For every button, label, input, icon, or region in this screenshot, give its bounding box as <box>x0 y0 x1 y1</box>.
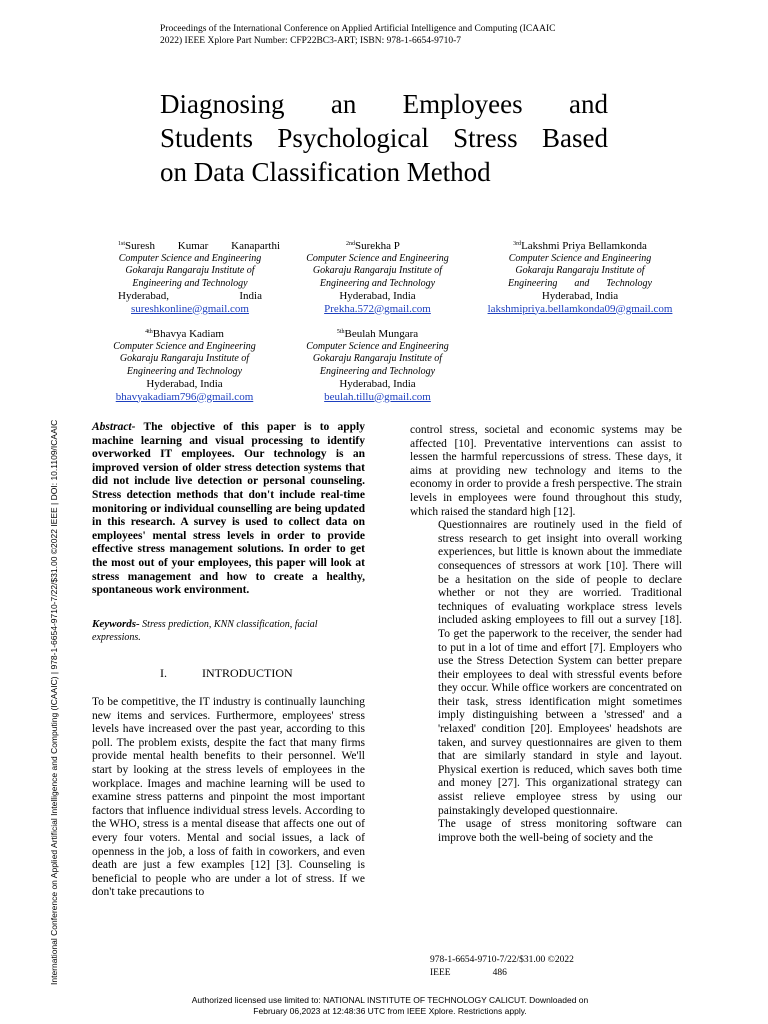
author-ordinal: 5th <box>336 329 345 335</box>
author-email[interactable]: sureshkonline@gmail.com <box>131 302 249 315</box>
license-line-2: February 06,2023 at 12:48:36 UTC from IEEE Xplore. Restrictions apply. <box>253 1006 527 1016</box>
title-line-3: on Data Classification Method <box>160 157 491 187</box>
author-location: Hyderabad, India <box>118 290 262 302</box>
author-dept: Computer Science and Engineering <box>508 252 652 264</box>
abstract <box>92 421 365 598</box>
author-dept: Computer Science and Engineering <box>118 252 262 264</box>
author-name: Surekha P <box>355 240 400 252</box>
copyright-ieee: IEEE <box>430 968 451 978</box>
author-inst: Gokaraju Rangaraju Institute of <box>312 265 443 276</box>
author-name: Suresh Kumar Kanaparthi <box>125 240 280 252</box>
author-email[interactable]: beulah.tillu@gmail.com <box>324 390 431 403</box>
author-location: Hyderabad, India <box>339 290 416 302</box>
author-inst-2: Engineering and Technology <box>126 365 243 377</box>
paper-title <box>160 87 608 189</box>
abstract-label: Abstract- <box>92 421 136 433</box>
author-name: Beulah Mungara <box>344 328 419 340</box>
author-block-3 <box>480 238 680 316</box>
paragraph-1: control stress, societal and economic systems may be affected [10]. Preventative interventions can assist to lessen the harmful repercussions of stress. These days, it aims at providing new technology and items to the economy in order to provide a fresh perspective. The strain levels in employees were found throughout this study, which raised the standard high [12]. <box>410 424 682 518</box>
author-dept: Computer Science and Engineering <box>113 340 256 352</box>
author-inst-2: Engineering and Technology <box>508 277 652 289</box>
page-number: 486 <box>492 968 507 978</box>
side-doi-text: International Conference on Applied Artificial Intelligence and Computing (ICAAIC) | 978-1-6654-9710-7/22/$31.00 ©2022 IEEE | DOI: 10.1109/ICAAIC <box>49 419 59 985</box>
paragraph-3: The usage of stress monitoring software can improve both the well-being of society and the <box>438 818 682 844</box>
author-inst-2: Engineering and Technology <box>319 365 436 377</box>
copyright-footnote <box>430 954 574 980</box>
author-block-5 <box>290 326 465 404</box>
author-inst: Gokaraju Rangaraju Institute of <box>515 265 645 276</box>
author-inst: Gokaraju Rangaraju Institute of <box>119 353 250 364</box>
author-dept: Computer Science and Engineering <box>306 252 449 264</box>
author-inst: Gokaraju Rangaraju Institute of <box>312 353 443 364</box>
paragraph-2: Questionnaires are routinely used in the field of stress research to get insight into overall working experiences, but little is known about the immediate consequences of stressors at work [10]. There will be a hesitation on the side of people to declare whether or not they are worried. Traditional techniques of evaluating workplace stress levels included asking employees to fill out a survey [18]. To get the paperwork to the receiver, the sender had to put in a lot of time and effort [7]. Employers who use the Stress Detection System can better prepare their employees to deal with stressful events before they occur. While office workers are concentrated on their task, stress identification might sometimes imply distinguishing between a 'stressed' and a 'relaxed' condition [20]. Employees' headshots are taken, and survey questionnaires are given to them that are similarly standard in style and layout. Physical exertion is reduced, which saves both time and money [27]. This organizational strategy can assist relieve employee stress by using our painstakingly developed questionnaire. <box>438 519 682 817</box>
author-inst-2: Engineering and Technology <box>319 277 436 289</box>
keywords-label: Keywords- <box>92 618 140 630</box>
keywords <box>92 618 365 644</box>
author-inst: Gokaraju Rangaraju Institute of <box>125 265 255 276</box>
author-block-1 <box>100 238 280 316</box>
license-notice <box>160 995 620 1017</box>
author-location: Hyderabad, India <box>339 378 416 390</box>
author-location: Hyderabad, India <box>146 378 223 390</box>
author-email[interactable]: lakshmipriya.bellamkonda09@gmail.com <box>487 302 673 315</box>
keywords-text: Stress prediction, KNN classification, facial expressions. <box>92 619 318 643</box>
author-ordinal: 1st <box>118 241 126 247</box>
author-block-2 <box>290 238 465 316</box>
author-ordinal: 4th <box>145 329 153 335</box>
title-line-1: Diagnosing an Employees and <box>160 89 608 119</box>
right-column <box>410 424 682 845</box>
author-ordinal: 2nd <box>346 241 355 247</box>
author-name: Lakshmi Priya Bellamkonda <box>521 240 647 252</box>
author-inst-2: Engineering and Technology <box>132 277 248 289</box>
copyright-line: 978-1-6654-9710-7/22/$31.00 ©2022 <box>430 955 574 965</box>
author-ordinal: 3rd <box>513 241 522 247</box>
section-heading <box>160 666 293 681</box>
abstract-text: The objective of this paper is to apply machine learning and visual processing to identify overworked IT employees. Our technology is an improved version of older stress detection systems that did not include live detection or personal counseling. Stress detection methods that don't include real-time monitoring or individual counselling are being updated in this research. A survey is used to collect data on employees' mental stress levels in order to provide effective stress management solutions. In order to get the most out of your employees, this paper will look at stress management and how to create a healthy, spontaneous work environment. <box>92 421 365 597</box>
section-title: INTRODUCTION <box>202 666 293 680</box>
author-dept: Computer Science and Engineering <box>306 340 449 352</box>
proceedings-header-line-1: Proceedings of the International Conference on Applied Artificial Intelligence and Computing (ICAAIC <box>160 24 556 34</box>
license-line-1: Authorized licensed use limited to: NATIONAL INSTITUTE OF TECHNOLOGY CALICUT. Downloaded on <box>191 995 589 1005</box>
proceedings-header-line-2: 2022) IEEE Xplore Part Number: CFP22BC3-ART; ISBN: 978-1-6654-9710-7 <box>160 36 462 46</box>
author-email[interactable]: bhavyakadiam796@gmail.com <box>115 390 254 403</box>
author-block-4 <box>97 326 272 404</box>
author-email[interactable]: Prekha.572@gmail.com <box>324 302 431 315</box>
introduction-paragraph: To be competitive, the IT industry is continually launching new items and services. Furthermore, employees' stress levels have increased over the past year, according to this poll. The problem exists, despite the fact that many firms provide mental health benefits to their personnel. We'll start by looking at the stress levels of employees in the workplace. Images and machine learning will be used to examine stress patterns and pinpoint the most important factors that influence individual stress levels. According to the WHO, stress is a mental disease that affects one out of every four voters. Mental and social issues, a lack of openness in the job, a loss of faith in coworkers, and even death are just a few examples [12] [3]. Counseling is beneficial to people who are under a lot of stress. If we don't take precautions to <box>92 696 365 899</box>
author-location: Hyderabad, India <box>541 290 619 302</box>
title-line-2: Students Psychological Stress Based <box>160 123 608 153</box>
author-name: Bhavya Kadiam <box>152 328 224 340</box>
section-number: I. <box>160 666 167 680</box>
